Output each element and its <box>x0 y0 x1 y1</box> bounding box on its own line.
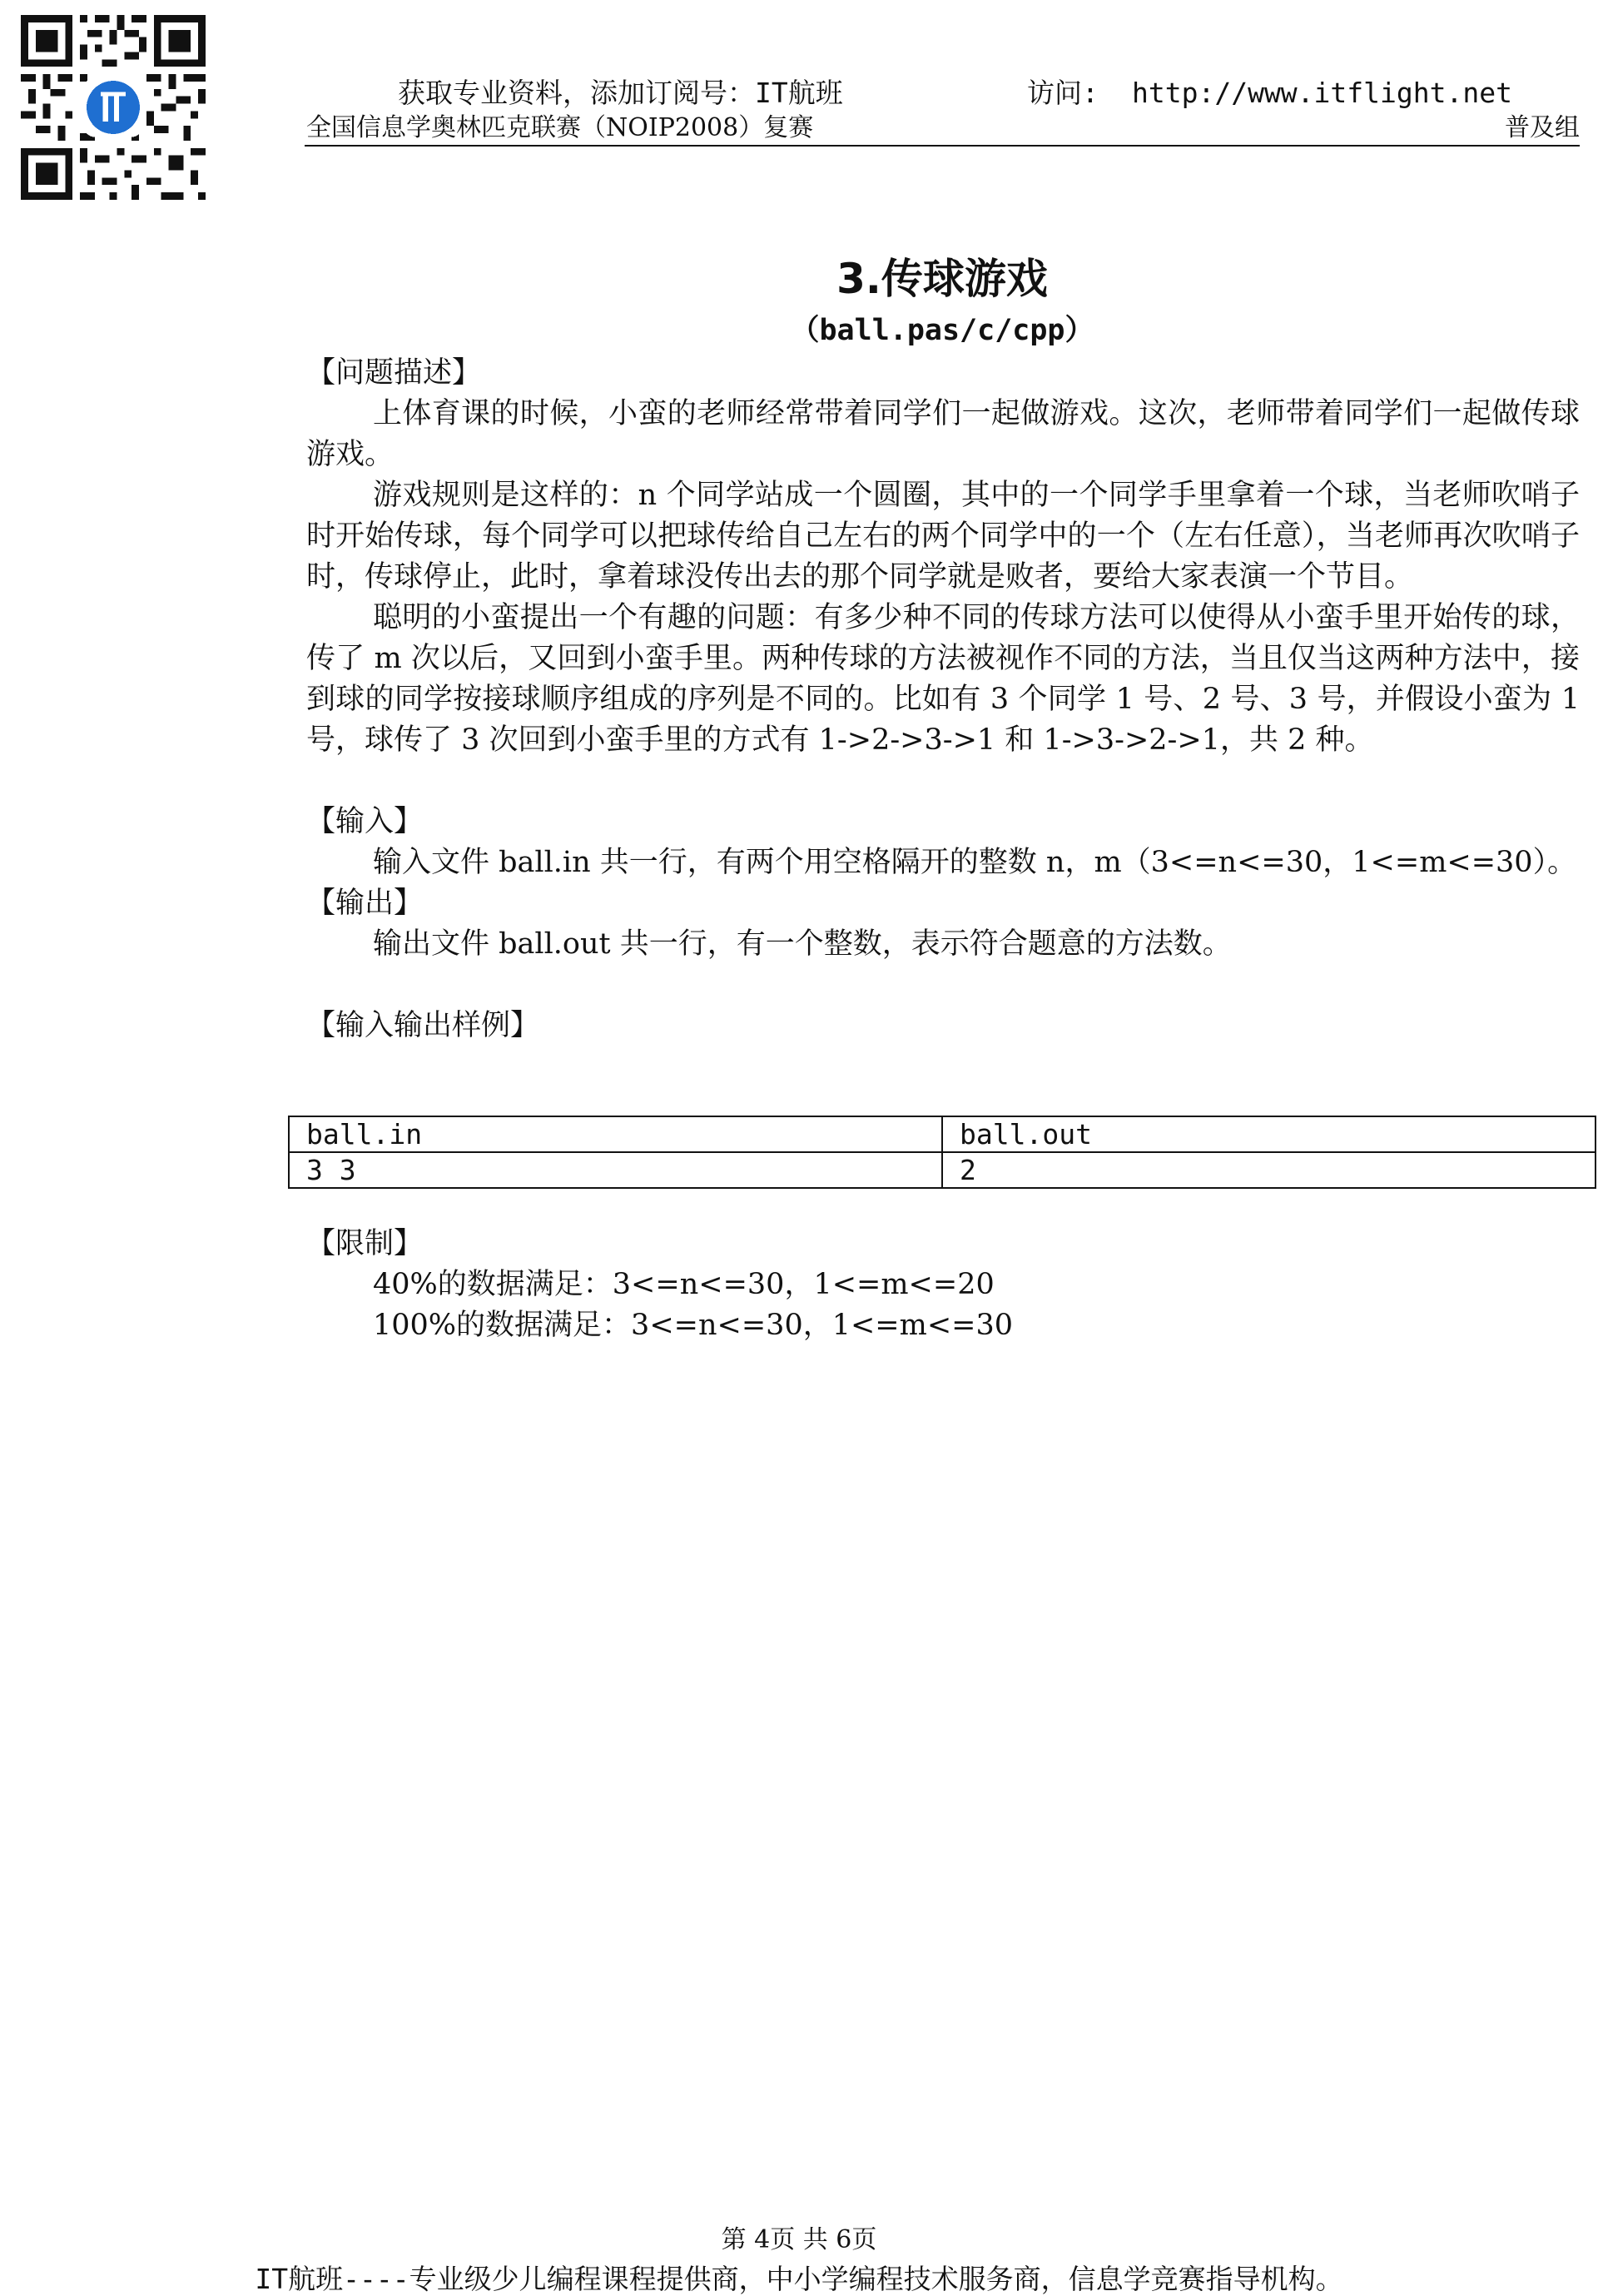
spacer <box>306 761 1580 802</box>
header-promo-text: 获取专业资料，添加订阅号：IT航班 <box>398 77 843 109</box>
footer-promo-text: IT航班----专业级少儿编程课程提供商，中小学编程技术服务商，信息学竞赛指导机构。 <box>255 2263 1343 2295</box>
limits-section <box>306 1224 1580 1346</box>
table-header-row <box>289 1116 1596 1152</box>
input-heading: 【输入】 <box>306 805 424 838</box>
problem-file-names: （ball.pas/c/cpp） <box>790 314 1094 347</box>
description-paragraph: 上体育课的时候，小蛮的老师经常带着同学们一起做游戏。这次，老师带着同学们一起做传球游戏。 <box>306 397 1580 471</box>
sample-input-header: ball.in <box>289 1116 942 1152</box>
sample-heading: 【输入输出样例】 <box>306 1009 540 1042</box>
table-row <box>289 1152 1596 1188</box>
header-contest-title: 全国信息学奥林匹克联赛（NOIP2008）复赛 <box>306 113 814 142</box>
header-divider <box>305 145 1580 147</box>
header-group-label: 普及组 <box>1505 113 1580 142</box>
sample-input-value: 3 3 <box>289 1152 942 1188</box>
output-heading: 【输出】 <box>306 887 424 920</box>
sample-output-header: ball.out <box>942 1116 1596 1152</box>
description-heading: 【问题描述】 <box>306 356 482 390</box>
limits-heading: 【限制】 <box>306 1227 424 1260</box>
spacer <box>306 965 1580 1006</box>
header-visit-label: 访问: <box>1027 77 1099 109</box>
output-description: 输出文件 ball.out 共一行，有一个整数，表示符合题意的方法数。 <box>373 927 1232 961</box>
input-description: 输入文件 ball.in 共一行，有两个用空格隔开的整数 n，m（3<=n<=30，1<=m<=30）。 <box>373 846 1577 879</box>
problem-title: 3.传球游戏 <box>836 255 1048 303</box>
page-number: 第 4页 共 6页 <box>721 2225 877 2254</box>
qr-code-icon <box>15 15 211 200</box>
problem-body <box>306 353 1580 1046</box>
limit-line: 40%的数据满足：3<=n<=30，1<=m<=20 <box>373 1268 995 1301</box>
description-paragraph: 游戏规则是这样的：n 个同学站成一个圆圈，其中的一个同学手里拿着一个球，当老师吹哨子时开始传球，每个同学可以把球传给自己左右的两个同学中的一个（左右任意），当老师再次吹哨子时，传球停止，此时，拿着球没传出去的那个同学就是败者，要给大家表演一个节目。 <box>306 479 1580 594</box>
description-paragraph: 聪明的小蛮提出一个有趣的问题：有多少种不同的传球方法可以使得从小蛮手里开始传的球，传了 m 次以后，又回到小蛮手里。两种传球的方法被视作不同的方法，当且仅当这两种方法中，接到球的同学按接球顺序组成的序列是不同的。比如有 3 个同学 1 号、2 号、3 号，并假设小蛮为 1 号，球传了 3 次回到小蛮手里的方式有 1->2->3->1 和 1->3->2->1，共 2 种。 <box>306 601 1580 757</box>
sample-table <box>288 1116 1596 1189</box>
limit-line: 100%的数据满足：3<=n<=30，1<=m<=30 <box>373 1309 1014 1342</box>
header-url-link[interactable]: http://www.itflight.net <box>1132 77 1512 109</box>
sample-output-value: 2 <box>942 1152 1596 1188</box>
